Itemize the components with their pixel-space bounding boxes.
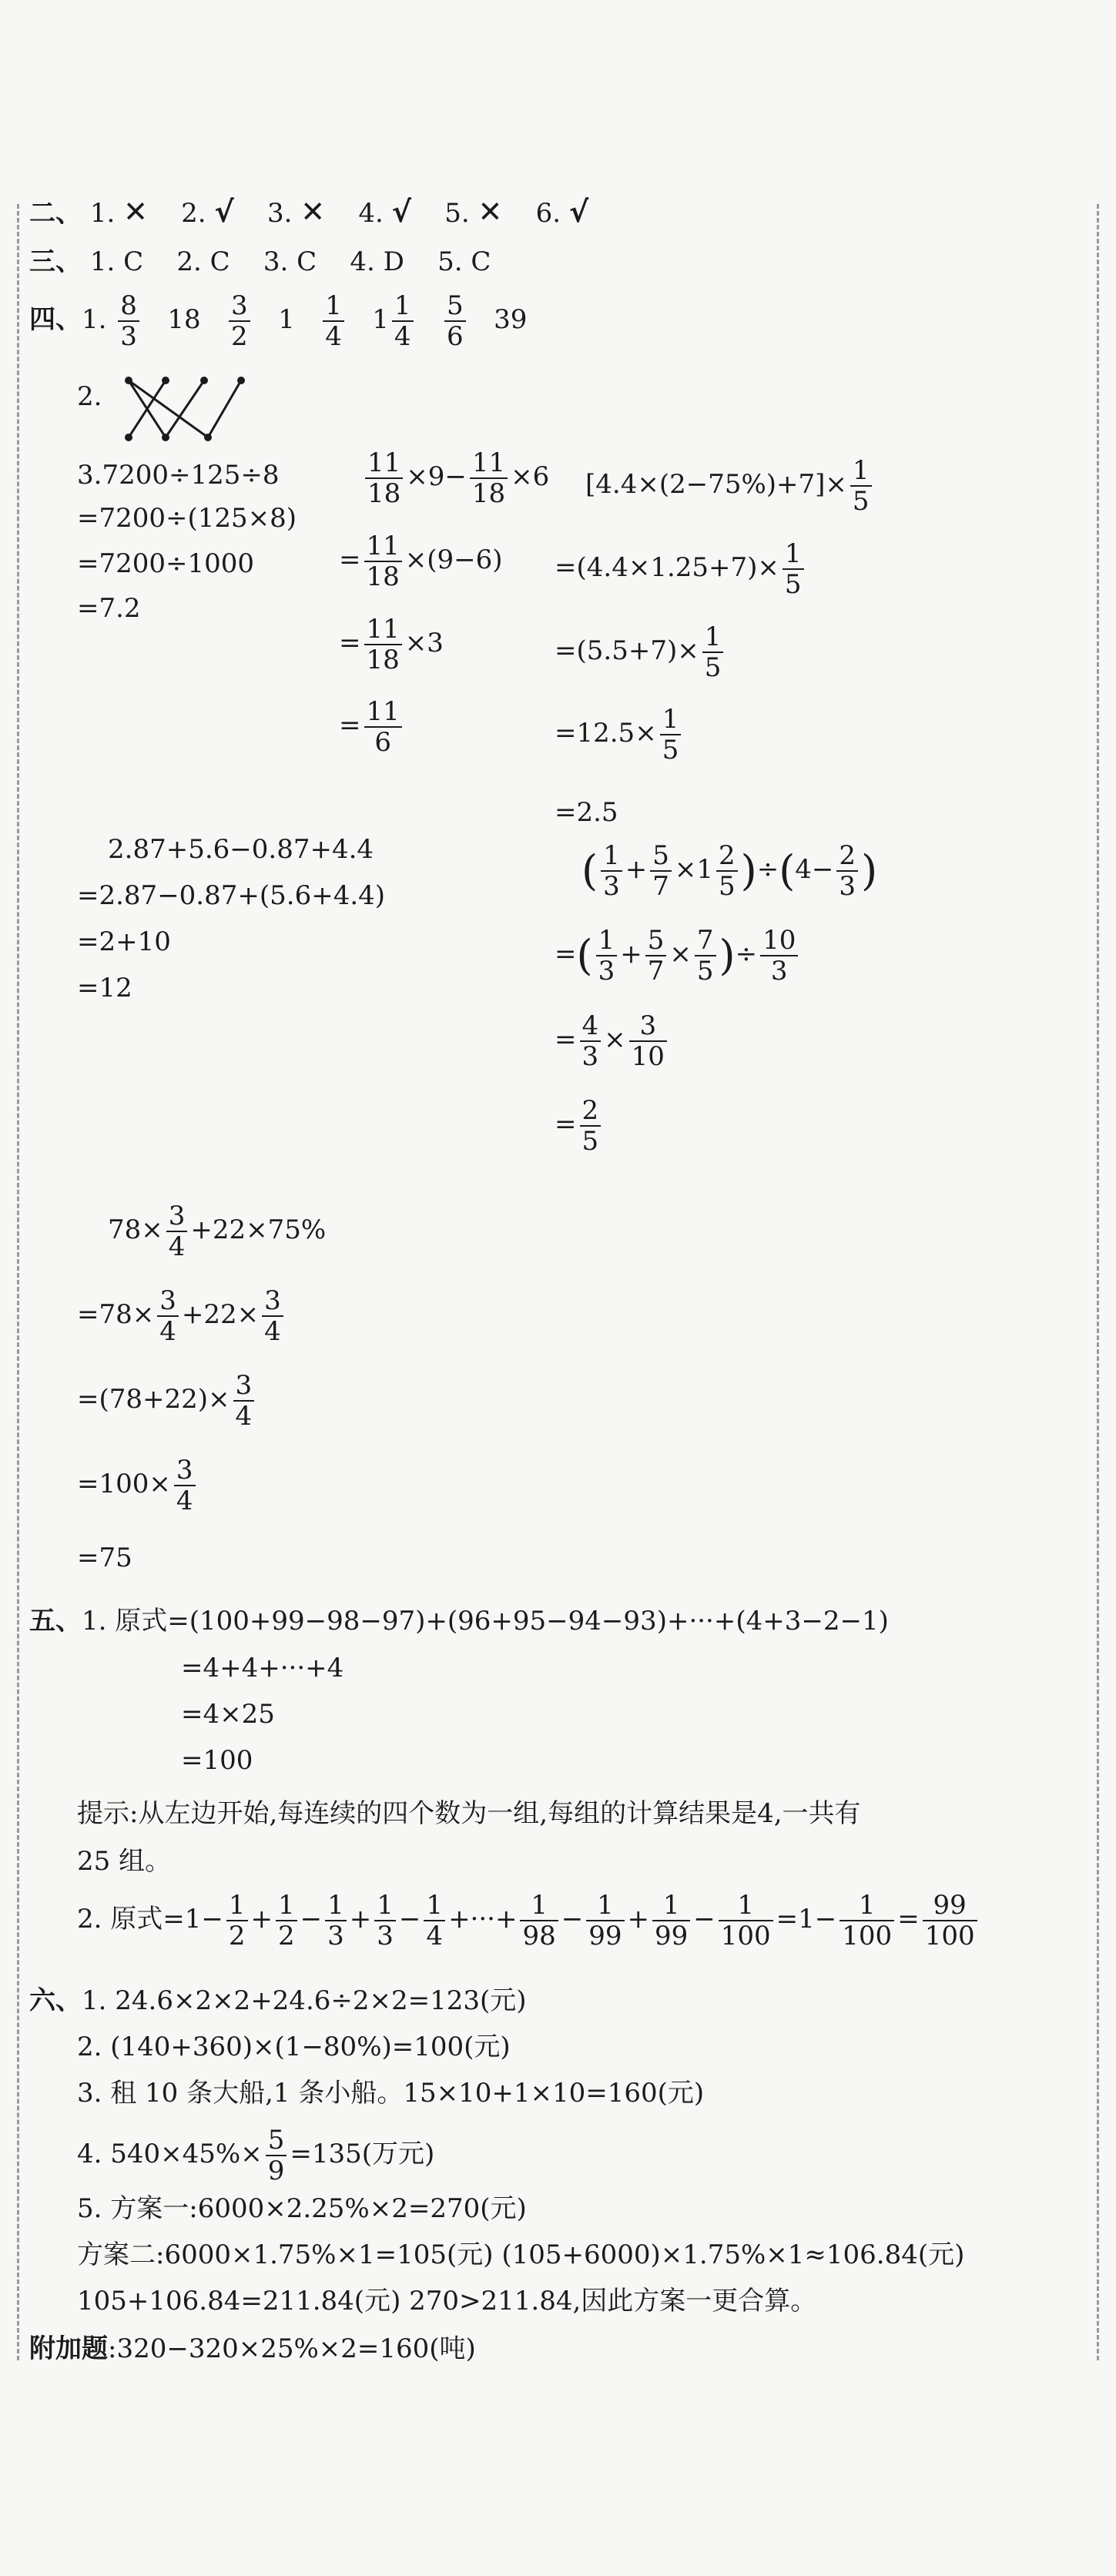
s5-hint-line-1: 提示:从左边开始,每连续的四个数为一组,每组的计算结果是4,一共有 xyxy=(77,1798,861,1829)
fraction: $\frac{2}{3}$ xyxy=(836,841,858,901)
fraction: $\frac{3}{4}$ xyxy=(157,1286,179,1346)
calc-1-line-1: 3.7200÷125÷8 xyxy=(77,460,280,491)
s5-line-3: =4×25 xyxy=(181,1699,275,1730)
calc-4-line-1: 2.87+5.6−0.87+4.4 xyxy=(108,834,374,865)
dashed-border-left xyxy=(17,204,19,2360)
calc-6-line-4: =100× $\frac{3}{4}$ xyxy=(77,1455,199,1516)
calc-3-line-4: =12.5× $\frac{1}{5}$ xyxy=(555,705,684,765)
fraction: $\frac{1}{99}$ xyxy=(586,1891,624,1951)
fraction: $\frac{1}{5}$ xyxy=(783,539,804,599)
fraction: $\frac{1}{4}$ xyxy=(392,291,414,351)
fraction: $\frac{1}{2}$ xyxy=(276,1891,297,1951)
section-4-label: 四、 xyxy=(29,304,82,335)
s3-q4-answer: D xyxy=(383,246,404,277)
fraction: $\frac{7}{5}$ xyxy=(695,926,716,986)
section-5-label: 五、 xyxy=(29,1606,82,1636)
check-mark-icon: √ xyxy=(568,195,589,229)
calc-4-line-2: =2.87−0.87+(5.6+4.4) xyxy=(77,880,386,911)
fraction: $\frac{3}{4}$ xyxy=(174,1455,196,1516)
calc-3-line-1: [4.4×(2−75%)+7]× $\frac{1}{5}$ xyxy=(585,456,875,516)
s4-q1-num: 1. xyxy=(82,304,107,335)
calc-2-line-3: = $\frac{11}{18}$ ×3 xyxy=(339,614,444,675)
fraction: $\frac{2}{5}$ xyxy=(580,1096,602,1156)
fraction: $\frac{1}{99}$ xyxy=(652,1891,690,1951)
s6-line-4: 4. 540×45%× $\frac{5}{9}$ =135(万元) xyxy=(77,2125,435,2186)
fraction: $\frac{1}{100}$ xyxy=(840,1891,894,1951)
fraction: $\frac{1}{5}$ xyxy=(850,456,872,516)
s6-line-2: 2. (140+360)×(1−80%)=100(元) xyxy=(77,2032,511,2062)
calc-2-line-2: = $\frac{11}{18}$ ×(9−6) xyxy=(339,531,503,592)
fraction: $\frac{3}{4}$ xyxy=(233,1371,255,1431)
s2-q2-num: 2. xyxy=(181,198,206,229)
fraction: $\frac{99}{100}$ xyxy=(923,1891,977,1951)
calc-1-line-4: =7.2 xyxy=(77,593,141,624)
fraction: $\frac{1}{3}$ xyxy=(596,926,618,986)
section-3-row xyxy=(29,246,491,277)
section-6-label: 六、 xyxy=(29,1985,82,2016)
fraction: $\frac{2}{5}$ xyxy=(716,841,738,901)
fraction: $\frac{3}{2}$ xyxy=(229,291,250,351)
mixed-number-whole: 1 xyxy=(372,304,389,335)
calc-5-line-2: =( $\frac{1}{3}$ + $\frac{5}{7}$ × $\frac{7}{5}$ )÷ $\frac{10}{3}$ xyxy=(555,926,801,986)
calc-5-line-4: = $\frac{2}{5}$ xyxy=(555,1096,604,1156)
section-2-label: 二、 xyxy=(29,198,82,229)
extra-question-line: 附加题:320−320×25%×2=160(吨) xyxy=(29,2333,476,2364)
s3-q1-num: 1. xyxy=(89,246,116,277)
calc-5-line-1: ( $\frac{1}{3}$ + $\frac{5}{7}$ ×1 $\frac{2}{5}$ )÷(4− $\frac{2}{3}$ ) xyxy=(581,840,878,902)
s6-line-6: 方案二:6000×1.75%×1=105(元) (105+6000)×1.75%×1≈106.84(元) xyxy=(77,2239,965,2270)
fraction: $\frac{11}{18}$ xyxy=(470,448,508,508)
cross-mark-icon: ✕ xyxy=(300,195,326,229)
s5-line-4: =100 xyxy=(181,1745,253,1776)
section-2-row xyxy=(29,196,588,229)
answer-value: 39 xyxy=(494,304,528,335)
cross-mark-icon: ✕ xyxy=(478,195,503,229)
calc-6-line-5: =75 xyxy=(77,1543,132,1573)
calc-3-line-5: =2.5 xyxy=(555,797,618,828)
calc-4-line-3: =2+10 xyxy=(77,926,171,957)
s2-q4-num: 4. xyxy=(358,198,384,229)
matching-lines-diagram xyxy=(119,370,250,447)
fraction: $\frac{3}{4}$ xyxy=(166,1201,188,1261)
fraction: $\frac{5}{6}$ xyxy=(444,291,466,351)
fraction: $\frac{1}{3}$ xyxy=(325,1891,347,1951)
fraction: $\frac{5}{7}$ xyxy=(645,926,667,986)
s6-line-7: 105+106.84=211.84(元) 270>211.84,因此方案一更合算。 xyxy=(77,2286,817,2316)
s3-q3-answer: C xyxy=(297,246,317,277)
section-5-line-1: 五、1. 原式=(100+99−98−97)+(96+95−94−93)+···+(4+3−2−1) xyxy=(29,1606,889,1636)
fraction: $\frac{11}{6}$ xyxy=(364,697,402,757)
fraction: $\frac{1}{5}$ xyxy=(702,622,724,682)
s3-q2-num: 2. xyxy=(176,246,202,277)
fraction: $\frac{11}{18}$ xyxy=(365,448,403,508)
s2-q3-num: 3. xyxy=(267,198,293,229)
fraction: $\frac{5}{7}$ xyxy=(650,841,672,901)
check-mark-icon: √ xyxy=(214,195,234,229)
s3-q1-answer: C xyxy=(123,246,144,277)
fraction: $\frac{1}{100}$ xyxy=(719,1891,773,1951)
calc-4-line-4: =12 xyxy=(77,973,132,1003)
fraction: $\frac{1}{4}$ xyxy=(424,1891,445,1951)
fraction: $\frac{10}{3}$ xyxy=(760,926,798,986)
s2-q6-num: 6. xyxy=(535,198,561,229)
section-3-label: 三、 xyxy=(29,246,82,277)
calc-6-line-3: =(78+22)× $\frac{3}{4}$ xyxy=(77,1371,257,1431)
calc-5-line-3: = $\frac{4}{3}$ × $\frac{3}{10}$ xyxy=(555,1011,670,1071)
fraction: $\frac{4}{3}$ xyxy=(580,1011,602,1071)
s4-q2-num: 2. xyxy=(77,381,102,412)
calc-2-line-1: $\frac{11}{18}$ ×9− $\frac{11}{18}$ ×6 xyxy=(362,448,549,508)
fraction: $\frac{5}{9}$ xyxy=(266,2125,287,2186)
calc-3-line-2: =(4.4×1.25+7)× $\frac{1}{5}$ xyxy=(555,539,807,599)
cross-mark-icon: ✕ xyxy=(123,195,148,229)
fraction: $\frac{1}{5}$ xyxy=(660,705,682,765)
fraction: $\frac{3}{10}$ xyxy=(629,1011,667,1071)
s3-q5-num: 5. xyxy=(437,246,463,277)
fraction: $\frac{11}{18}$ xyxy=(364,615,402,675)
answer-value: 1 xyxy=(278,304,295,335)
dashed-border-right xyxy=(1097,204,1099,2360)
s2-q1-num: 1. xyxy=(89,198,116,229)
fraction: $\frac{1}{3}$ xyxy=(601,841,622,901)
calc-1-line-3: =7200÷1000 xyxy=(77,548,255,579)
s3-q4-num: 4. xyxy=(350,246,375,277)
extra-question-label: 附加题 xyxy=(29,2333,108,2364)
check-mark-icon: √ xyxy=(391,195,411,229)
s3-q5-answer: C xyxy=(471,246,491,277)
fraction: $\frac{1}{4}$ xyxy=(323,291,344,351)
s5-line-2: =4+4+···+4 xyxy=(181,1653,344,1683)
fraction: $\frac{1}{3}$ xyxy=(374,1891,396,1951)
calc-6-line-1: 78× $\frac{3}{4}$ +22×75% xyxy=(108,1201,327,1262)
calc-3-line-3: =(5.5+7)× $\frac{1}{5}$ xyxy=(555,622,726,682)
fraction: $\frac{1}{2}$ xyxy=(226,1891,248,1951)
fraction: $\frac{3}{4}$ xyxy=(262,1286,283,1346)
answer-value: 18 xyxy=(167,304,201,335)
calc-2-line-4: = $\frac{11}{6}$ xyxy=(339,697,405,757)
s6-line-5: 5. 方案一:6000×2.25%×2=270(元) xyxy=(77,2193,527,2224)
s2-q5-num: 5. xyxy=(444,198,470,229)
calc-6-line-2: =78× $\frac{3}{4}$ +22× $\frac{3}{4}$ xyxy=(77,1286,287,1346)
calc-1-line-2: =7200÷(125×8) xyxy=(77,503,297,534)
fraction: $\frac{8}{3}$ xyxy=(118,291,139,351)
fraction: $\frac{11}{18}$ xyxy=(364,531,402,591)
s3-q3-num: 3. xyxy=(263,246,289,277)
fraction: $\frac{1}{98}$ xyxy=(520,1891,558,1951)
s5-hint-line-2: 25 组。 xyxy=(77,1846,172,1877)
s6-line-3: 3. 租 10 条大船,1 条小船。15×10+1×10=160(元) xyxy=(77,2078,705,2109)
s3-q2-answer: C xyxy=(209,246,230,277)
section-6-line-1: 六、1. 24.6×2×2+24.6÷2×2=123(元) xyxy=(29,1985,527,2016)
s5-q2-line: 2. 原式=1− $\frac{1}{2}$ + $\frac{1}{2}$ − $\frac{1}{3}$ + $\frac{1}{3}$ − $\frac{1}{4}$ +···+ $\frac{1}{98}$ − $\frac{1}{99}$ + $\frac{1}{99}$ − $\frac{1}{100}$ =1− $\frac{1}{100}$ = $\frac{99}{100}$ xyxy=(77,1891,980,1951)
section-4-q1-row xyxy=(29,291,527,351)
